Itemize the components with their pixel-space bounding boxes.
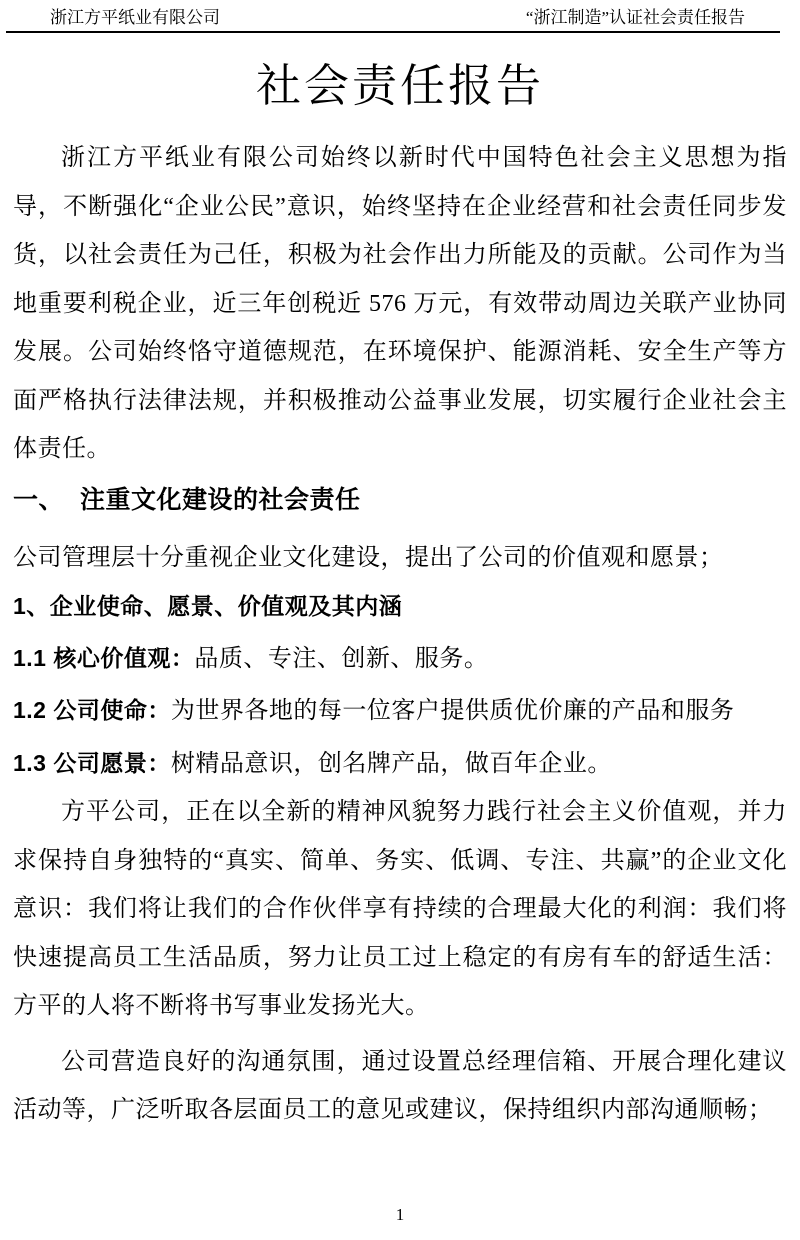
- core-values-text: 品质、专注、创新、服务。: [194, 645, 489, 672]
- company-vision-label: 1.3 公司愿景：: [13, 749, 171, 776]
- company-mission-label: 1.2 公司使命：: [13, 697, 171, 723]
- page-footer: [0, 1204, 800, 1226]
- header-report-label: “浙江制造”认证社会责任报告: [525, 8, 745, 27]
- communication-paragraph: 公司营造良好的沟通氛围，通过设置总经理信箱、开展合理化建议活动等，广泛听取各层面员工的意见或建议，保持组织内部沟通顺畅；: [13, 1048, 787, 1123]
- core-values-item: [13, 634, 787, 684]
- section-1-number: 一、: [13, 485, 65, 514]
- subsection-1-heading: 1、企业使命、愿景、价值观及其内涵: [13, 593, 403, 619]
- section-1-intro-paragraph: 公司管理层十分重视企业文化建设，提出了公司的价值观和愿景；: [13, 544, 724, 571]
- header-divider-line: [6, 31, 780, 33]
- company-vision-item: [13, 739, 787, 789]
- header-company-name: 浙江方平纸业有限公司: [50, 8, 220, 27]
- company-mission-item: [13, 686, 787, 736]
- page-number: 1: [395, 1205, 405, 1224]
- document-title: 社会责任报告: [255, 61, 544, 111]
- page-header: [50, 6, 745, 30]
- company-vision-text: 树精品意识，创名牌产品，做百年企业。: [170, 750, 612, 777]
- document-body: [13, 134, 787, 1135]
- core-values-label: 1.1 核心价值观：: [13, 644, 195, 671]
- intro-paragraph: 浙江方平纸业有限公司始终以新时代中国特色社会主义思想为指导，不断强化“企业公民”意识，始终坚持在企业经营和社会责任同步发货，以社会责任为己任，积极为社会作出力所能及的贡献。公司作为当地重要利税企业，近三年创税近 576 万元，有效带动周边关联产业协同发展。公司始终恪守道德规范，在环境保护、能源消耗、安全生产等方面严格执行法律法规，并积极推动公益事业发展，切实履行企业社会主体责任。: [13, 145, 787, 462]
- company-mission-text: 为世界各地的每一位客户提供质优价廉的产品和服务: [170, 698, 735, 724]
- section-1-heading: [13, 474, 787, 526]
- section-1-title: 注重文化建设的社会责任: [80, 485, 361, 514]
- values-practice-paragraph: 方平公司，正在以全新的精神风貌努力践行社会主义价值观，并力求保持自身独特的“真实、简单、务实、低调、专注、共赢”的企业文化意识：我们将让我们的合作伙伴享有持续的合理最大化的利润：我们将快速提高员工生活品质，努力让员工过上稳定的有房有车的舒适生活：方平的人将不断将书写事业发扬光大。: [13, 799, 787, 1019]
